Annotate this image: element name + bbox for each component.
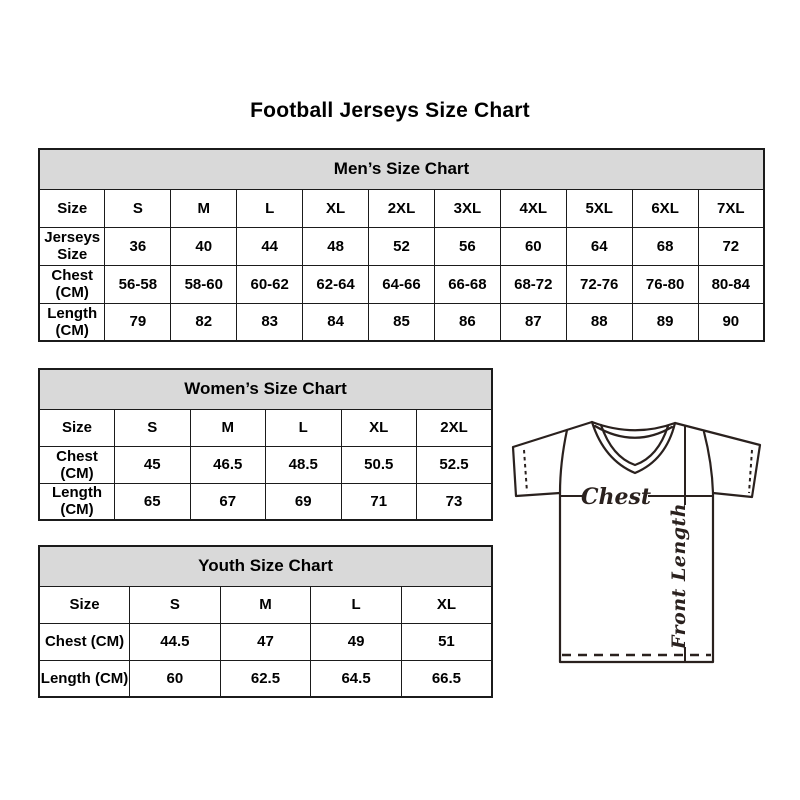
size-cell: 52 <box>369 227 435 265</box>
size-cell: L <box>266 409 342 446</box>
size-cell: 69 <box>266 483 342 520</box>
size-cell: 56 <box>434 227 500 265</box>
size-cell: 40 <box>171 227 237 265</box>
size-cell: 5XL <box>566 189 632 227</box>
size-cell: 56-58 <box>105 265 171 303</box>
table-row <box>39 303 764 341</box>
size-cell: 2XL <box>417 409 493 446</box>
size-cell: 64.5 <box>311 660 402 697</box>
left-cuff-dashed-line <box>524 450 527 492</box>
size-cell: 6XL <box>632 189 698 227</box>
table-row <box>39 446 492 483</box>
row-label: Size <box>39 409 115 446</box>
row-label: Length (CM) <box>39 303 105 341</box>
size-cell: 67 <box>190 483 266 520</box>
chest-label: Chest <box>580 484 652 510</box>
size-cell: 47 <box>220 623 311 660</box>
size-cell: 71 <box>341 483 417 520</box>
size-cell: 82 <box>171 303 237 341</box>
table-row <box>39 189 764 227</box>
size-cell: XL <box>303 189 369 227</box>
table-title: Youth Size Chart <box>39 546 492 586</box>
table-title-row <box>39 149 764 189</box>
size-cell: 62-64 <box>303 265 369 303</box>
size-cell: L <box>237 189 303 227</box>
size-cell: 64 <box>566 227 632 265</box>
mens-size-table <box>38 148 765 342</box>
size-cell: 85 <box>369 303 435 341</box>
row-label: Length (CM) <box>39 660 130 697</box>
size-cell: 60-62 <box>237 265 303 303</box>
womens-size-table <box>38 368 493 521</box>
size-cell: 68 <box>632 227 698 265</box>
front-length-label: Front Length <box>668 502 690 650</box>
size-cell: 50.5 <box>341 446 417 483</box>
size-table <box>38 545 493 698</box>
table-row <box>39 660 492 697</box>
table-row <box>39 483 492 520</box>
size-cell: 3XL <box>434 189 500 227</box>
size-cell: 2XL <box>369 189 435 227</box>
size-cell: 79 <box>105 303 171 341</box>
size-cell: S <box>115 409 191 446</box>
collar-back-arc-outer <box>592 422 675 430</box>
size-cell: 89 <box>632 303 698 341</box>
right-armhole-seam <box>704 432 713 493</box>
size-cell: 46.5 <box>190 446 266 483</box>
size-cell: S <box>130 586 221 623</box>
page-title: Football Jerseys Size Chart <box>250 99 530 122</box>
row-label: Length (CM) <box>39 483 115 520</box>
size-cell: 80-84 <box>698 265 764 303</box>
table-title: Men’s Size Chart <box>39 149 764 189</box>
youth-size-table <box>38 545 493 698</box>
size-cell: 44.5 <box>130 623 221 660</box>
size-cell: 86 <box>434 303 500 341</box>
size-cell: 72 <box>698 227 764 265</box>
size-cell: 65 <box>115 483 191 520</box>
size-cell: 48.5 <box>266 446 342 483</box>
size-cell: L <box>311 586 402 623</box>
table-row <box>39 227 764 265</box>
size-cell: 52.5 <box>417 446 493 483</box>
size-cell: M <box>220 586 311 623</box>
jersey-outline-icon <box>500 408 785 693</box>
table-title-row <box>39 546 492 586</box>
row-label: Size <box>39 586 130 623</box>
size-cell: XL <box>341 409 417 446</box>
right-cuff-dashed-line <box>749 450 752 493</box>
size-cell: 51 <box>401 623 492 660</box>
table-title-row <box>39 369 492 409</box>
size-cell: 60 <box>500 227 566 265</box>
size-cell: 83 <box>237 303 303 341</box>
size-cell: 72-76 <box>566 265 632 303</box>
size-cell: 66-68 <box>434 265 500 303</box>
table-row <box>39 409 492 446</box>
size-cell: 90 <box>698 303 764 341</box>
size-cell: XL <box>401 586 492 623</box>
size-cell: M <box>190 409 266 446</box>
size-cell: 4XL <box>500 189 566 227</box>
size-cell: 58-60 <box>171 265 237 303</box>
size-cell: 62.5 <box>220 660 311 697</box>
size-cell: 88 <box>566 303 632 341</box>
size-cell: 76-80 <box>632 265 698 303</box>
size-cell: 84 <box>303 303 369 341</box>
table-row <box>39 265 764 303</box>
size-cell: 48 <box>303 227 369 265</box>
size-cell: 68-72 <box>500 265 566 303</box>
size-cell: 64-66 <box>369 265 435 303</box>
row-label: Chest (CM) <box>39 446 115 483</box>
size-cell: 44 <box>237 227 303 265</box>
size-cell: 7XL <box>698 189 764 227</box>
size-cell: 45 <box>115 446 191 483</box>
size-cell: S <box>105 189 171 227</box>
table-row <box>39 586 492 623</box>
row-label: Chest (CM) <box>39 265 105 303</box>
table-row <box>39 623 492 660</box>
size-cell: 66.5 <box>401 660 492 697</box>
jersey-body-outline <box>513 422 760 662</box>
row-label: Jerseys Size <box>39 227 105 265</box>
table-title: Women’s Size Chart <box>39 369 492 409</box>
size-cell: 36 <box>105 227 171 265</box>
size-table <box>38 148 765 342</box>
size-table <box>38 368 493 521</box>
size-cell: M <box>171 189 237 227</box>
row-label: Chest (CM) <box>39 623 130 660</box>
size-cell: 60 <box>130 660 221 697</box>
size-cell: 87 <box>500 303 566 341</box>
row-label: Size <box>39 189 105 227</box>
size-cell: 73 <box>417 483 493 520</box>
jersey-measurement-diagram <box>500 408 785 693</box>
left-armhole-seam <box>560 430 567 493</box>
size-cell: 49 <box>311 623 402 660</box>
